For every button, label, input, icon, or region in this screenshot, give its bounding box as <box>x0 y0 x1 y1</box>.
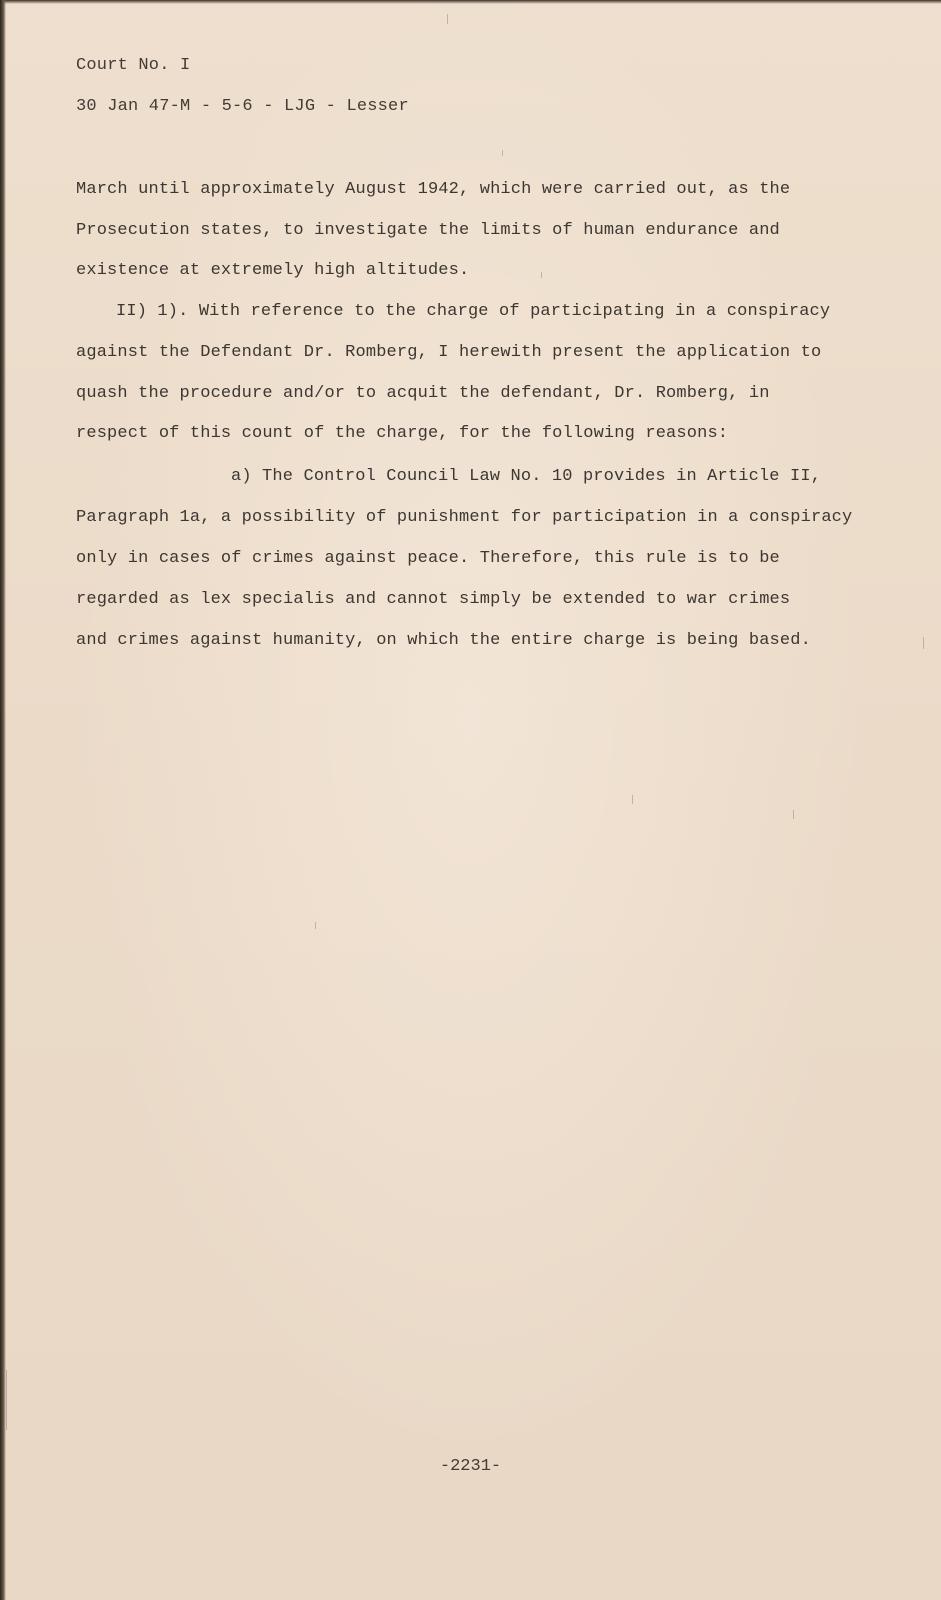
session-header: 30 Jan 47-M - 5-6 - LJG - Lesser <box>76 97 409 116</box>
text-line: against the Defendant Dr. Romberg, I herewith present the application to <box>76 343 822 362</box>
text-line: quash the procedure and/or to acquit the defendant, Dr. Romberg, in <box>76 384 770 403</box>
paper-speck <box>6 1370 7 1430</box>
text-line: Paragraph 1a, a possibility of punishment for participation in a conspiracy <box>76 508 853 527</box>
paper-speck <box>923 637 924 649</box>
text-line: March until approximately August 1942, which were carried out, as the <box>76 180 791 199</box>
paper-speck <box>632 795 633 804</box>
text-line: regarded as lex specialis and cannot simply be extended to war crimes <box>76 590 791 609</box>
paper-speck <box>315 922 316 929</box>
paper-speck <box>502 150 503 156</box>
paper-speck <box>447 14 448 24</box>
text-line: existence at extremely high altitudes. <box>76 261 470 280</box>
text-line: II) 1). With reference to the charge of participating in a conspiracy <box>116 302 831 321</box>
text-line: respect of this count of the charge, for the following reasons: <box>76 424 729 443</box>
text-line: a) The Control Council Law No. 10 provides in Article II, <box>231 467 822 486</box>
scan-edge-left <box>0 0 6 1600</box>
court-header: Court No. I <box>76 56 191 75</box>
paper-speck <box>793 810 794 819</box>
text-line: only in cases of crimes against peace. Therefore, this rule is to be <box>76 549 780 568</box>
text-line: and crimes against humanity, on which the entire charge is being based. <box>76 631 811 650</box>
scan-edge-top <box>0 0 941 4</box>
text-line: Prosecution states, to investigate the limits of human endurance and <box>76 221 780 240</box>
page-number: -2231- <box>439 1457 502 1476</box>
paper-speck <box>541 272 542 278</box>
